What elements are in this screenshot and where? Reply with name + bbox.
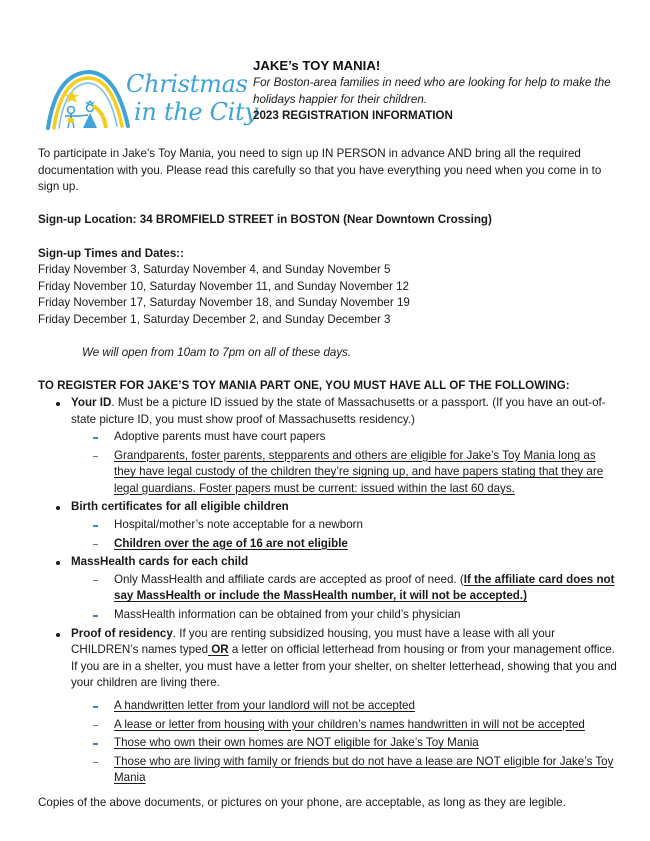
requirements-heading: TO REGISTER FOR JAKE’S TOY MANIA PART ONE, YOU MUST HAVE ALL OF THE FOLLOWING: (38, 379, 570, 393)
registration-heading: 2023 REGISTRATION INFORMATION (253, 109, 453, 122)
christmas-in-the-city-logo (44, 68, 258, 132)
sub-item (71, 517, 618, 534)
sub-item (71, 536, 618, 553)
footer-note: Copies of the above documents, or pictures on your phone, are acceptable, as long as they are legible. (38, 795, 566, 809)
document-body (38, 146, 618, 812)
sub-item-emphasis: If the affiliate card does not say MassHealth or include the MassHealth number, it will not be accepted.) (114, 572, 615, 603)
dash-icon (93, 580, 98, 582)
sub-item (71, 698, 618, 715)
signup-date-line: Friday November 10, Saturday November 11, and Sunday November 12 (38, 279, 409, 293)
requirement-lead: Birth certificates for all eligible children (71, 500, 289, 514)
sub-item-text: Grandparents, foster parents, stepparents and others are eligible for Jake’s Toy Mania long as they have legal custody of the children they’re signing up, and have papers stating that they are legal guardians. Foster papers must be current: issued within the last 60 days. (114, 448, 604, 495)
intro-paragraph: To participate in Jake’s Toy Mania, you need to sign up IN PERSON in advance AND bring all the required documentation with you. Please read this carefully so that you have everything you need when you come in to sign up. (38, 147, 602, 194)
sub-list (71, 517, 618, 552)
signup-date-line: Friday November 3, Saturday November 4, and Sunday November 5 (38, 263, 391, 277)
dash-icon (93, 544, 98, 546)
dash-icon (93, 725, 98, 727)
requirement-item-masshealth (38, 554, 618, 623)
requirement-lead: Your ID (71, 395, 112, 409)
sub-item-text: A lease or letter from housing with your children’s names handwritten in will not be accepted (114, 717, 585, 731)
sub-item-text: Children over the age of 16 are not eligible (114, 536, 348, 550)
logo-text-in-the-city: in the City (134, 98, 258, 126)
sub-list (71, 698, 618, 787)
sub-item (71, 448, 618, 498)
hours-note: We will open from 10am to 7pm on all of these days. (82, 346, 352, 360)
dash-icon (93, 525, 98, 527)
sub-list (71, 429, 618, 497)
dash-icon (93, 437, 98, 439)
dash-icon (93, 762, 98, 764)
requirement-text: a letter on official letterhead from housing or from your management office. If you are in a shelter, you must have a letter from your shelter, on shelter letterhead, showing that you and your children are living there. (71, 643, 617, 690)
sub-item-text: MassHealth information can be obtained from your child’s physician (114, 608, 461, 622)
sub-item (71, 607, 618, 624)
requirement-text: . Must be a picture ID issued by the state of Massachusetts or a passport. (If you have an out-of-state picture ID, you must show proof of Massachusetts residency.) (71, 395, 606, 426)
requirements-list (38, 395, 618, 787)
document-header (253, 57, 613, 125)
rainbow-family-icon (44, 68, 134, 132)
dash-icon (93, 456, 98, 458)
bullet-icon (56, 561, 60, 565)
sub-item-text: A handwritten letter from your landlord will not be accepted (114, 699, 415, 712)
requirement-item-proof-of-residency (38, 626, 618, 787)
sub-list (71, 572, 618, 624)
signup-location: Sign-up Location: 34 BROMFIELD STREET in BOSTON (Near Downtown Crossing) (38, 213, 492, 227)
sub-item-text: Only MassHealth and affiliate cards are accepted as proof of need. ( (114, 572, 464, 586)
dash-icon (93, 615, 98, 617)
sub-item (71, 735, 618, 752)
sub-item-text: Hospital/mother’s note acceptable for a newborn (114, 518, 363, 532)
tagline: For Boston-area families in need who are looking for help to make the holidays happier for their children. (253, 76, 611, 106)
sub-item (71, 717, 618, 734)
requirement-lead: Proof of residency (71, 626, 173, 640)
sub-item (71, 572, 618, 605)
requirement-lead: MassHealth cards for each child (71, 555, 249, 569)
sub-item-text: Those who own their own homes are NOT eligible for Jake’s Toy Mania (114, 736, 479, 750)
signup-date-line: Friday November 17, Saturday November 18, and Sunday November 19 (38, 296, 410, 310)
signup-date-line: Friday December 1, Saturday December 2, and Sunday December 3 (38, 312, 391, 326)
requirement-text: . If you are renting subsidized housing, you must have a lease with all your CHILDREN’s names typed (71, 626, 555, 657)
sub-item (71, 754, 618, 787)
bullet-icon (56, 402, 60, 406)
bullet-icon (56, 506, 60, 510)
sub-item-text: Those who are living with family or friends but do not have a lease are NOT eligible for Jake’s Toy Mania (114, 754, 614, 785)
logo-text-christmas: Christmas (126, 70, 248, 98)
or-emphasis: OR (211, 643, 229, 657)
requirement-item-id (38, 395, 618, 498)
dash-icon (93, 706, 98, 708)
sub-item (71, 429, 618, 446)
page-title: JAKE’s TOY MANIA! (253, 58, 381, 73)
signup-times-heading: Sign-up Times and Dates:: (38, 246, 185, 260)
bullet-icon (56, 633, 60, 637)
requirement-item-birth-certificates (38, 499, 618, 552)
sub-item-text: Adoptive parents must have court papers (114, 430, 326, 444)
dash-icon (93, 743, 98, 745)
